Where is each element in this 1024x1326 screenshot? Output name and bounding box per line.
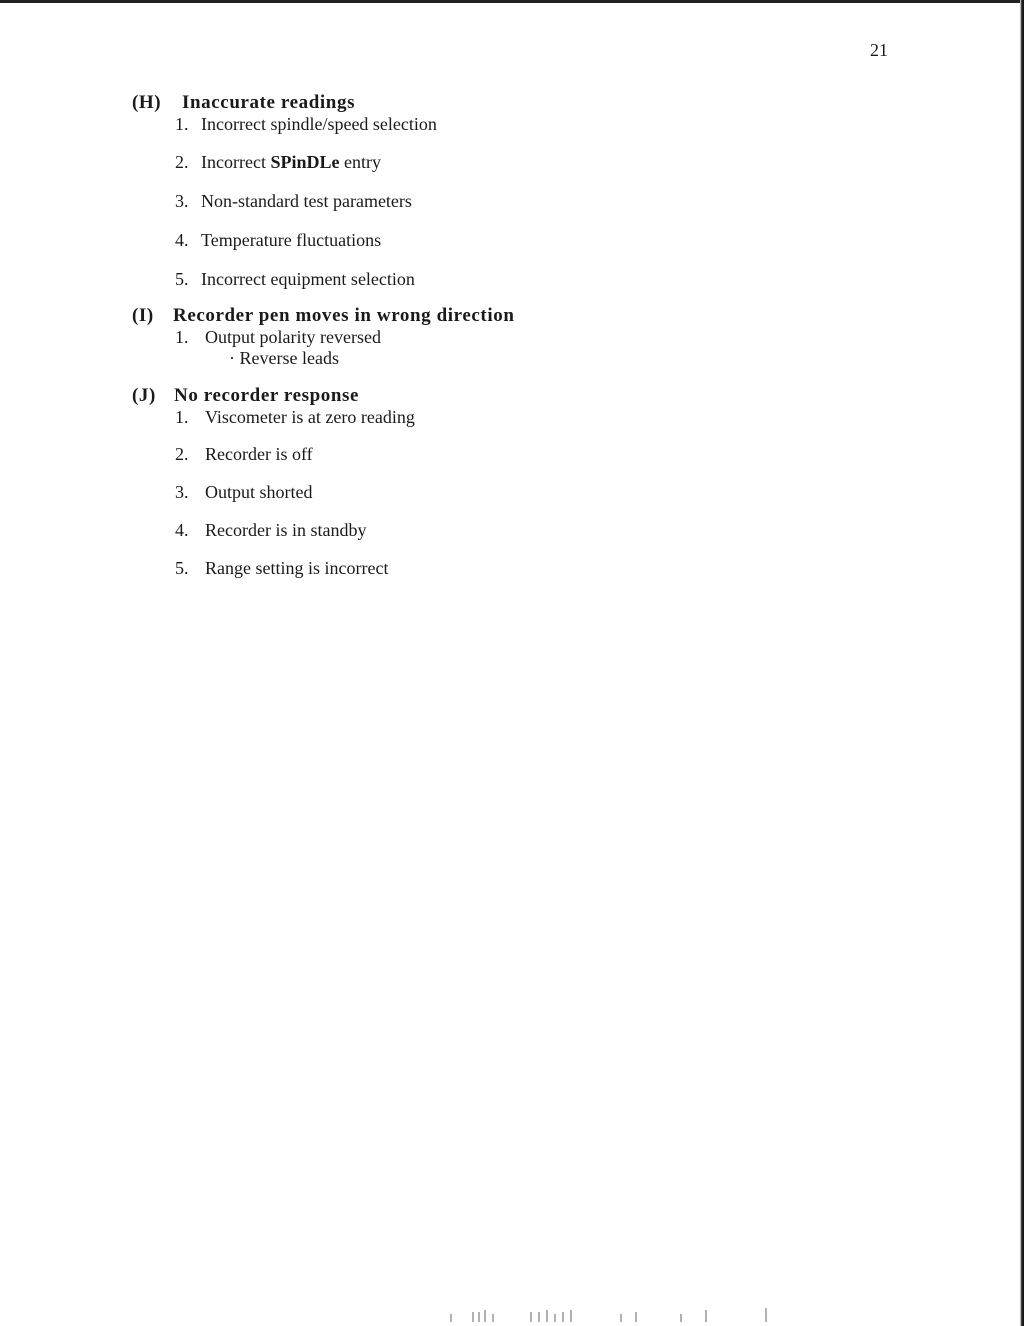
section-j-item-2: 2. Recorder is off bbox=[175, 444, 313, 464]
section-i-letter: (I) bbox=[132, 305, 154, 326]
section-h-title: Inaccurate readings bbox=[182, 92, 356, 113]
section-j-title: No recorder response bbox=[174, 385, 360, 406]
section-j-item-3: 3. Output shorted bbox=[175, 482, 313, 502]
section-j bbox=[132, 385, 415, 578]
section-i-item-1-sub: · Reverse leads bbox=[229, 348, 339, 368]
section-i-heading bbox=[132, 305, 514, 327]
section-j-item-1: 1. Viscometer is at zero reading bbox=[175, 407, 415, 427]
page-number: 21 bbox=[870, 40, 888, 60]
section-h bbox=[132, 92, 437, 289]
section-j-item-4: 4. Recorder is in standby bbox=[175, 520, 367, 540]
section-h-letter: (H) bbox=[132, 92, 162, 113]
section-i-item-1: 1. Output polarity reversed bbox=[175, 327, 381, 347]
scan-right-edge bbox=[1020, 0, 1024, 1326]
section-h-item-1: 1. Incorrect spindle/speed selection bbox=[175, 114, 437, 134]
section-h-item-3: 3. Non-standard test parameters bbox=[175, 191, 412, 211]
section-h-item-5: 5. Incorrect equipment selection bbox=[175, 269, 415, 289]
scan-noise bbox=[420, 1308, 790, 1322]
section-h-item-4: 4. Temperature fluctuations bbox=[175, 230, 382, 250]
section-h-item-2: 2. Incorrect SPinDLe entry bbox=[175, 152, 381, 172]
scan-top-edge bbox=[0, 0, 1024, 3]
section-j-item-5: 5. Range setting is incorrect bbox=[175, 558, 389, 578]
section-h-heading bbox=[132, 92, 437, 114]
section-j-letter: (J) bbox=[132, 385, 156, 406]
section-i-title: Recorder pen moves in wrong direction bbox=[173, 305, 515, 326]
section-j-heading bbox=[132, 385, 415, 407]
section-i bbox=[132, 305, 514, 369]
